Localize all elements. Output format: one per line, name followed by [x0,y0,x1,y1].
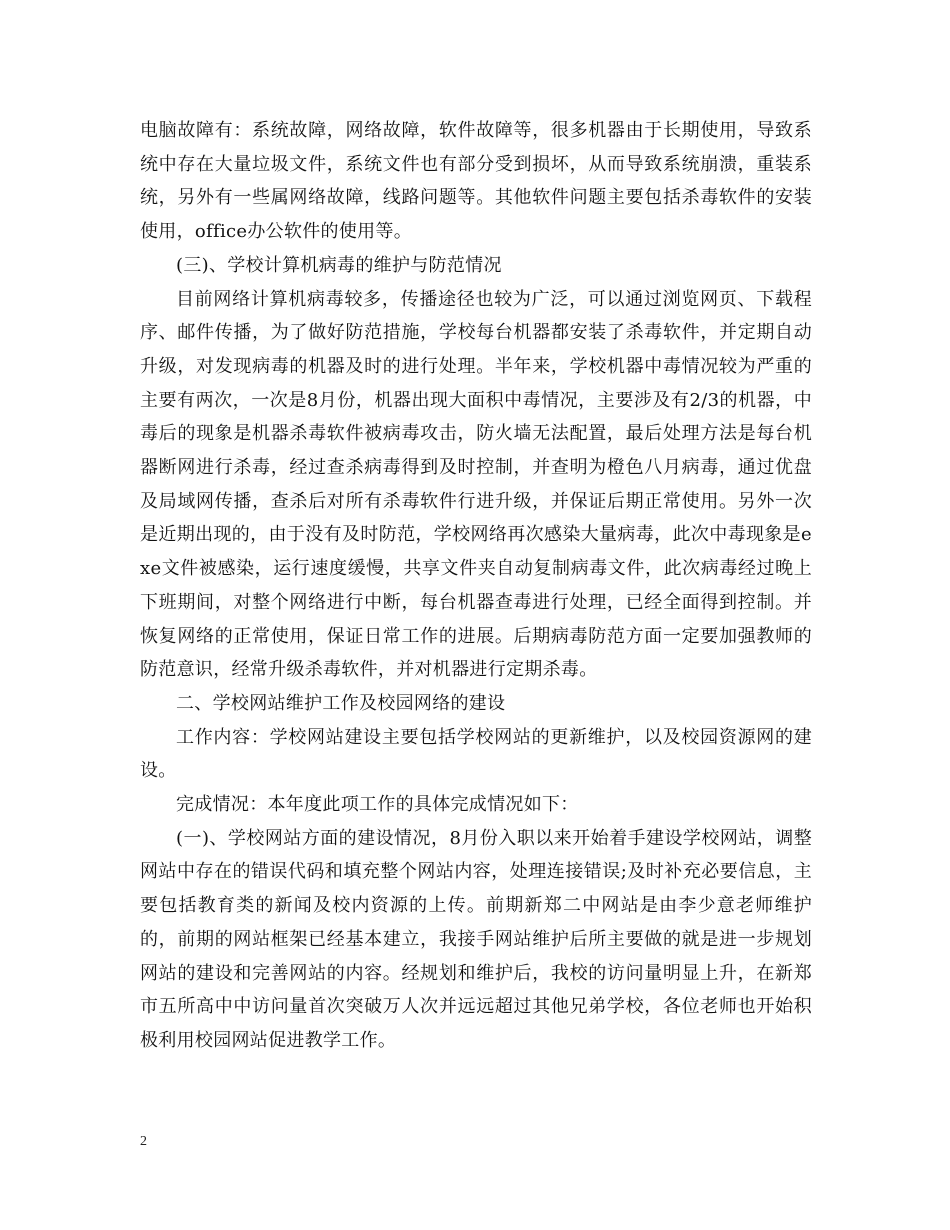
heading-virus-prevention: (三)、学校计算机病毒的维护与防范情况 [176,254,502,276]
paragraph-work-content: 工作内容：学校网站建设主要包括学校网站的更新维护，以及校园资源网的建设。 [140,726,812,782]
paragraph-website-construction: (一)、学校网站方面的建设情况，8月份入职以来开始着手建设学校网站，调整网站中存在的错误代码和填充整个网站内容，处理连接错误;及时补充必要信息，主要包括教育类的新闻及校内资源的上传。前期新郑二中网站是由李少意老师维护的，前期的网站框架已经基本建立，我接手网站维护后所主要做的就是进一步规划网站的建设和完善网站的内容。经规划和维护后，我校的访问量明显上升，在新郑市五所高中中访问量首次突破万人次并远远超过其他兄弟学校，各位老师也开始积极利用校园网站促进教学工作。 [140,827,812,1051]
document-body [140,114,812,1058]
page-number: 2 [140,1134,147,1149]
paragraph-completion-status: 完成情况：本年度此项工作的具体完成情况如下： [176,794,579,816]
heading-website-maintenance: 二、学校网站维护工作及校园网络的建设 [176,692,506,714]
paragraph-system-faults: 电脑故障有：系统故障，网络故障，软件故障等，很多机器由于长期使用，导致系统中存在大量垃圾文件，系统文件也有部分受到损坏，从而导致系统崩溃，重装系统，另外有一些属网络故障，线路问题等。其他软件问题主要包括杀毒软件的安装使用，office办公软件的使用等。 [140,120,812,243]
paragraph-virus-situation: 目前网络计算机病毒较多，传播途径也较为广泛，可以通过浏览网页、下载程序、邮件传播，为了做好防范措施，学校每台机器都安装了杀毒软件，并定期自动升级，对发现病毒的机器及时的进行处理。半年来，学校机器中毒情况较为严重的主要有两次，一次是8月份，机器出现大面积中毒情况，主要涉及有2/3的机器，中毒后的现象是机器杀毒软件被病毒攻击，防火墙无法配置，最后处理方法是每台机器断网进行杀毒，经过查杀病毒得到及时控制，并查明为橙色八月病毒，通过优盘及局域网传播，查杀后对所有杀毒软件行进升级，并保证后期正常使用。另外一次是近期出现的，由于没有及时防范，学校网络再次感染大量病毒，此次中毒现象是exe文件被感染，运行速度缓慢，共享文件夹自动复制病毒文件，此次病毒经过晚上下班期间，对整个网络进行中断，每台机器查毒进行处理，已经全面得到控制。并恢复网络的正常使用，保证日常工作的进展。后期病毒防范方面一定要加强教师的防范意识，经常升级杀毒软件，并对机器进行定期杀毒。 [140,288,812,681]
